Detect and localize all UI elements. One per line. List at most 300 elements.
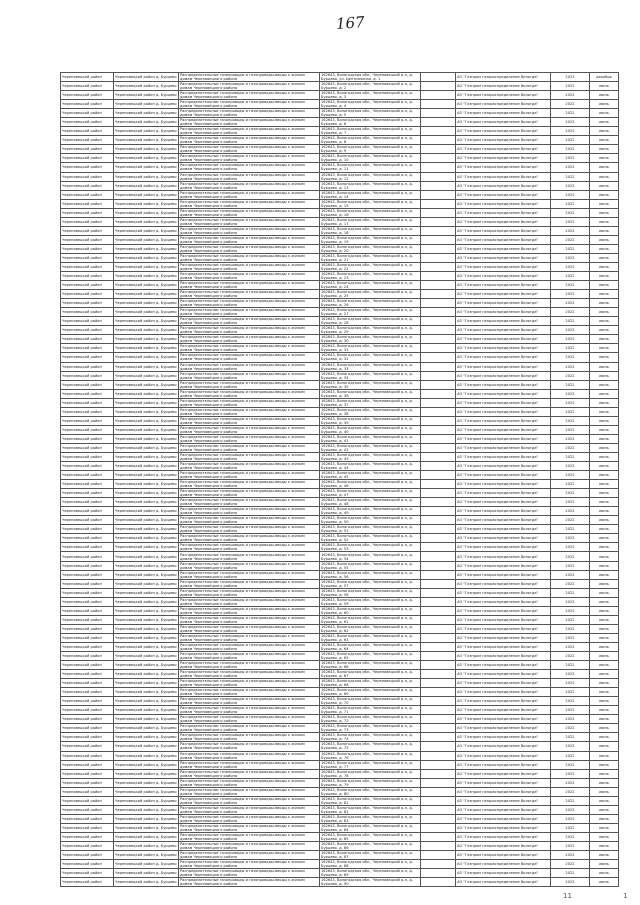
cell-empty [421,778,456,787]
cell-month: июнь [590,434,619,443]
cell-empty [421,253,456,262]
cell-owner: АО "Газпром газораспределение Вологда" [456,841,551,850]
cell-month: июнь [590,597,619,606]
cell-settlement: Череповецкий район д. Бурцево [114,389,179,398]
cell-owner: АО "Газпром газораспределение Вологда" [456,570,551,579]
cell-district: Череповецкий район [61,688,114,697]
cell-month: июнь [590,407,619,416]
cell-owner: АО "Газпром газораспределение Вологда" [456,642,551,651]
cell-object: Распределительные газопроводы и газопроводы-вводы к жилым домам Череповецкого района [179,552,320,561]
cell-settlement: Череповецкий район д. Бурцево [114,543,179,552]
cell-address: 162643, Вологодская обл., Череповецкий р-н, д. Бурцево, д. 76 [320,751,421,760]
table-row [61,642,619,651]
cell-year: 2022 [551,624,590,633]
cell-year: 2022 [551,679,590,688]
cell-address: 162643, Вологодская обл., Череповецкий р-н, д. Бурцево, д. 4 [320,100,421,109]
cell-object: Распределительные газопроводы и газопроводы-вводы к жилым домам Череповецкого района [179,597,320,606]
cell-month: июнь [590,471,619,480]
cell-month: июнь [590,841,619,850]
cell-owner: АО "Газпром газораспределение Вологда" [456,724,551,733]
cell-address: 162643, Вологодская обл., Череповецкий р-н, д. Бурцево, д. 18 [320,226,421,235]
cell-address: 162643, Вологодская обл., Череповецкий р-н, д. Бурцево, д. 20 [320,244,421,253]
cell-address: 162643, Вологодская обл., Череповецкий р-н, д. Бурцево, д. 58 [320,588,421,597]
cell-object: Распределительные газопроводы и газопроводы-вводы к жилым домам Череповецкого района [179,579,320,588]
cell-settlement: Череповецкий район д. Бурцево [114,181,179,190]
cell-owner: АО "Газпром газораспределение Вологда" [456,615,551,624]
cell-year: 2022 [551,163,590,172]
cell-year: 2022 [551,823,590,832]
cell-settlement: Череповецкий район д. Бурцево [114,308,179,317]
cell-month: июнь [590,425,619,434]
cell-address: 162643, Вологодская обл., Череповецкий р-н, д. Бурцево, д. 62 [320,624,421,633]
cell-empty [421,615,456,624]
table-row [61,172,619,181]
cell-empty [421,851,456,860]
cell-address: 162643, Вологодская обл., Череповецкий р-н, д. Бурцево, д. 72 [320,715,421,724]
cell-object: Распределительные газопроводы и газопроводы-вводы к жилым домам Череповецкого района [179,82,320,91]
cell-address: 162643, Вологодская обл., Череповецкий р-н, д. Бурцево, д. 23 [320,272,421,281]
cell-settlement: Череповецкий район д. Бурцево [114,606,179,615]
cell-object: Распределительные газопроводы и газопроводы-вводы к жилым домам Череповецкого района [179,823,320,832]
cell-object: Распределительные газопроводы и газопроводы-вводы к жилым домам Череповецкого района [179,715,320,724]
cell-address: 162643, Вологодская обл., Череповецкий р-н, д. Бурцево, д. 90 [320,878,421,887]
cell-district: Череповецкий район [61,715,114,724]
table-row [61,633,619,642]
cell-settlement: Череповецкий район д. Бурцево [114,425,179,434]
cell-owner: АО "Газпром газораспределение Вологда" [456,226,551,235]
cell-empty [421,498,456,507]
cell-object: Распределительные газопроводы и газопроводы-вводы к жилым домам Череповецкого района [179,326,320,335]
cell-address: 162643, Вологодская обл., Череповецкий р-н, д. Бурцево, д. 79 [320,778,421,787]
table-row [61,670,619,679]
cell-month: июнь [590,733,619,742]
cell-settlement: Череповецкий район д. Бурцево [114,281,179,290]
cell-owner: АО "Газпром газораспределение Вологда" [456,299,551,308]
cell-settlement: Череповецкий район д. Бурцево [114,353,179,362]
cell-owner: АО "Газпром газораспределение Вологда" [456,443,551,452]
cell-owner: АО "Газпром газораспределение Вологда" [456,787,551,796]
cell-year: 2022 [551,796,590,805]
table-row [61,480,619,489]
cell-empty [421,416,456,425]
cell-month: июнь [590,516,619,525]
cell-address: 162643, Вологодская обл., Череповецкий р-н, д. Бурцево, д. 45 [320,471,421,480]
cell-address: 162643, Вологодская обл., Череповецкий р-н, д. Бурцево, д. 59 [320,597,421,606]
cell-object: Распределительные газопроводы и газопроводы-вводы к жилым домам Череповецкого района [179,118,320,127]
cell-settlement: Череповецкий район д. Бурцево [114,579,179,588]
cell-empty [421,91,456,100]
cell-year: 2022 [551,805,590,814]
cell-owner: АО "Газпром газораспределение Вологда" [456,697,551,706]
cell-address: 162643, Вологодская обл., Череповецкий р-н, д. Бурцево, д. 74 [320,733,421,742]
cell-district: Череповецкий район [61,91,114,100]
cell-address: 162643, Вологодская обл., Череповецкий р-н, д. Бурцево, д. 15 [320,199,421,208]
cell-month: июнь [590,118,619,127]
cell-owner: АО "Газпром газораспределение Вологда" [456,308,551,317]
table-row [61,389,619,398]
cell-district: Череповецкий район [61,398,114,407]
cell-settlement: Череповецкий район д. Бурцево [114,661,179,670]
cell-month: июнь [590,588,619,597]
cell-year: 2022 [551,272,590,281]
cell-owner: АО "Газпром газораспределение Вологда" [456,172,551,181]
cell-district: Череповецкий район [61,208,114,217]
table-row [61,534,619,543]
cell-owner: АО "Газпром газораспределение Вологда" [456,434,551,443]
cell-month: июнь [590,299,619,308]
cell-empty [421,642,456,651]
cell-empty [421,217,456,226]
cell-owner: АО "Газпром газораспределение Вологда" [456,742,551,751]
cell-district: Череповецкий район [61,742,114,751]
cell-year: 2022 [551,290,590,299]
cell-empty [421,335,456,344]
cell-year: 2022 [551,832,590,841]
cell-owner: АО "Газпром газораспределение Вологда" [456,253,551,262]
cell-settlement: Череповецкий район д. Бурцево [114,163,179,172]
cell-owner: АО "Газпром газораспределение Вологда" [456,244,551,253]
cell-empty [421,860,456,869]
cell-owner: АО "Газпром газораспределение Вологда" [456,579,551,588]
cell-year: 2022 [551,389,590,398]
cell-owner: АО "Газпром газораспределение Вологда" [456,561,551,570]
cell-year: 2022 [551,434,590,443]
table-row [61,462,619,471]
cell-year: 2022 [551,154,590,163]
cell-object: Распределительные газопроводы и газопроводы-вводы к жилым домам Череповецкого района [179,742,320,751]
cell-owner: АО "Газпром газораспределение Вологда" [456,543,551,552]
cell-district: Череповецкий район [61,344,114,353]
cell-settlement: Череповецкий район д. Бурцево [114,642,179,651]
cell-empty [421,109,456,118]
cell-address: 162643, Вологодская обл., Череповецкий р-н, д. Бурцево, д. 73 [320,724,421,733]
cell-district: Череповецкий район [61,724,114,733]
cell-district: Череповецкий район [61,787,114,796]
cell-empty [421,543,456,552]
cell-year: 2022 [551,452,590,461]
table-row [61,299,619,308]
cell-address: 162643, Вологодская обл., Череповецкий р-н, д. Бурцево, д. 29 [320,326,421,335]
cell-year: 2022 [551,633,590,642]
table-row [61,679,619,688]
table-row [61,353,619,362]
cell-district: Череповецкий район [61,181,114,190]
cell-object: Распределительные газопроводы и газопроводы-вводы к жилым домам Череповецкого района [179,462,320,471]
cell-month: июнь [590,235,619,244]
cell-address: 162643, Вологодская обл., Череповецкий р-н, д. Бурцево, д. 25 [320,290,421,299]
cell-empty [421,73,456,82]
cell-month: июнь [590,814,619,823]
cell-month: июнь [590,615,619,624]
cell-empty [421,199,456,208]
cell-empty [421,796,456,805]
cell-address: 162643, Вологодская обл., Череповецкий р-н, д. Бурцево, д. 37 [320,398,421,407]
cell-owner: АО "Газпром газораспределение Вологда" [456,462,551,471]
cell-empty [421,317,456,326]
cell-address: 162643, Вологодская обл., Череповецкий р-н, д. Бурцево, д. 10 [320,154,421,163]
cell-owner: АО "Газпром газораспределение Вологда" [456,407,551,416]
cell-year: 2022 [551,615,590,624]
table-row [61,525,619,534]
cell-month: июнь [590,82,619,91]
cell-object: Распределительные газопроводы и газопроводы-вводы к жилым домам Череповецкого района [179,697,320,706]
cell-empty [421,326,456,335]
cell-object: Распределительные газопроводы и газопроводы-вводы к жилым домам Череповецкого района [179,606,320,615]
cell-empty [421,272,456,281]
cell-address: 162643, Вологодская обл., Череповецкий р-н, д. Бурцево, д. 65 [320,652,421,661]
cell-district: Череповецкий район [61,73,114,82]
cell-month: июнь [590,217,619,226]
cell-address: 162643, Вологодская обл., Череповецкий р-н, д. Бурцево, д. 63 [320,633,421,642]
cell-object: Распределительные газопроводы и газопроводы-вводы к жилым домам Череповецкого района [179,543,320,552]
cell-empty [421,869,456,878]
cell-empty [421,715,456,724]
cell-district: Череповецкий район [61,299,114,308]
cell-year: 2022 [551,235,590,244]
cell-year: 2022 [551,570,590,579]
cell-district: Череповецкий район [61,217,114,226]
cell-owner: АО "Газпром газораспределение Вологда" [456,805,551,814]
cell-month: июнь [590,787,619,796]
cell-empty [421,760,456,769]
cell-settlement: Череповецкий район д. Бурцево [114,172,179,181]
cell-address: 162643, Вологодская обл., Череповецкий р-н, д. Бурцево, д. 80 [320,787,421,796]
cell-district: Череповецкий район [61,253,114,262]
cell-district: Череповецкий район [61,498,114,507]
cell-address: 162643, Вологодская обл., Череповецкий р-н, д. Бурцево, д. 30 [320,335,421,344]
cell-district: Череповецкий район [61,416,114,425]
cell-address: 162643, Вологодская обл., Череповецкий р-н, д. Бурцево, д. 83 [320,814,421,823]
cell-object: Распределительные газопроводы и газопроводы-вводы к жилым домам Череповецкого района [179,290,320,299]
cell-address: 162643, Вологодская обл., Череповецкий р-н, д. Бурцево, д. 61 [320,615,421,624]
table-row [61,860,619,869]
cell-address: 162643, Вологодская обл., Череповецкий р-н, д. Бурцево, д. 33 [320,362,421,371]
cell-year: 2022 [551,226,590,235]
cell-address: 162643, Вологодская обл., Череповецкий р-н, д. Бурцево, д. 46 [320,480,421,489]
cell-empty [421,606,456,615]
cell-settlement: Череповецкий район д. Бурцево [114,570,179,579]
table-row [61,262,619,271]
cell-empty [421,407,456,416]
table-row [61,516,619,525]
cell-owner: АО "Газпром газораспределение Вологда" [456,109,551,118]
cell-address: 162643, Вологодская обл., Череповецкий р-н, д. Бурцево, д. 26 [320,299,421,308]
cell-district: Череповецкий район [61,362,114,371]
cell-owner: АО "Газпром газораспределение Вологда" [456,154,551,163]
cell-month: июнь [590,543,619,552]
cell-settlement: Череповецкий район д. Бурцево [114,462,179,471]
cell-district: Череповецкий район [61,814,114,823]
cell-month: июнь [590,100,619,109]
cell-owner: АО "Газпром газораспределение Вологда" [456,751,551,760]
cell-district: Череповецкий район [61,127,114,136]
cell-month: июнь [590,308,619,317]
cell-object: Распределительные газопроводы и газопроводы-вводы к жилым домам Череповецкого района [179,878,320,887]
cell-settlement: Череповецкий район д. Бурцево [114,371,179,380]
cell-address: 162643, Вологодская обл., Череповецкий р-н, д. Бурцево, д. 88 [320,860,421,869]
cell-owner: АО "Газпром газораспределение Вологда" [456,733,551,742]
cell-year: 2022 [551,860,590,869]
cell-district: Череповецкий район [61,154,114,163]
cell-owner: АО "Газпром газораспределение Вологда" [456,498,551,507]
cell-object: Распределительные газопроводы и газопроводы-вводы к жилым домам Череповецкого района [179,471,320,480]
cell-district: Череповецкий район [61,109,114,118]
cell-object: Распределительные газопроводы и газопроводы-вводы к жилым домам Череповецкого района [179,389,320,398]
cell-object: Распределительные газопроводы и газопроводы-вводы к жилым домам Череповецкого района [179,805,320,814]
cell-object: Распределительные газопроводы и газопроводы-вводы к жилым домам Череповецкого района [179,434,320,443]
cell-settlement: Череповецкий район д. Бурцево [114,118,179,127]
cell-settlement: Череповецкий район д. Бурцево [114,814,179,823]
cell-settlement: Череповецкий район д. Бурцево [114,480,179,489]
cell-object: Распределительные газопроводы и газопроводы-вводы к жилым домам Череповецкого района [179,706,320,715]
cell-settlement: Череповецкий район д. Бурцево [114,100,179,109]
cell-empty [421,154,456,163]
cell-empty [421,525,456,534]
cell-address: 162643, Вологодская обл., Череповецкий р-н, д. Бурцево, д. 12 [320,172,421,181]
cell-settlement: Череповецкий район д. Бурцево [114,615,179,624]
cell-year: 2022 [551,724,590,733]
table-row [61,362,619,371]
table-row [61,543,619,552]
cell-district: Череповецкий район [61,353,114,362]
cell-owner: АО "Газпром газораспределение Вологда" [456,606,551,615]
cell-owner: АО "Газпром газораспределение Вологда" [456,507,551,516]
cell-district: Череповецкий район [61,462,114,471]
table-row [61,118,619,127]
cell-settlement: Череповецкий район д. Бурцево [114,823,179,832]
cell-settlement: Череповецкий район д. Бурцево [114,208,179,217]
cell-district: Череповецкий район [61,480,114,489]
cell-address: 162643, Вологодская обл., Череповецкий р-н, д. Бурцево, д. 75 [320,742,421,751]
cell-month: июнь [590,244,619,253]
cell-year: 2022 [551,706,590,715]
cell-month: июнь [590,715,619,724]
cell-object: Распределительные газопроводы и газопроводы-вводы к жилым домам Череповецкого района [179,217,320,226]
cell-month: июнь [590,869,619,878]
cell-object: Распределительные газопроводы и газопроводы-вводы к жилым домам Череповецкого района [179,299,320,308]
cell-month: июнь [590,199,619,208]
cell-empty [421,235,456,244]
cell-object: Распределительные газопроводы и газопроводы-вводы к жилым домам Череповецкого района [179,145,320,154]
cell-owner: АО "Газпром газораспределение Вологда" [456,760,551,769]
cell-month: июнь [590,272,619,281]
cell-empty [421,82,456,91]
cell-month: июнь [590,317,619,326]
cell-empty [421,308,456,317]
cell-address: 162643, Вологодская обл., Череповецкий р-н, д. Бурцево, д. 21 [320,253,421,262]
cell-owner: АО "Газпром газораспределение Вологда" [456,679,551,688]
cell-year: 2022 [551,697,590,706]
cell-settlement: Череповецкий район д. Бурцево [114,452,179,461]
cell-owner: АО "Газпром газораспределение Вологда" [456,118,551,127]
cell-owner: АО "Газпром газораспределение Вологда" [456,127,551,136]
cell-owner: АО "Газпром газораспределение Вологда" [456,362,551,371]
cell-year: 2022 [551,100,590,109]
cell-owner: АО "Газпром газораспределение Вологда" [456,326,551,335]
table-row [61,552,619,561]
cell-settlement: Череповецкий район д. Бурцево [114,670,179,679]
cell-settlement: Череповецкий район д. Бурцево [114,760,179,769]
cell-district: Череповецкий район [61,778,114,787]
cell-district: Череповецкий район [61,335,114,344]
cell-year: 2022 [551,606,590,615]
cell-settlement: Череповецкий район д. Бурцево [114,272,179,281]
cell-address: 162643, Вологодская обл., Череповецкий р-н, д. Бурцево, д. 11 [320,163,421,172]
cell-settlement: Череповецкий район д. Бурцево [114,398,179,407]
cell-owner: АО "Газпром газораспределение Вологда" [456,823,551,832]
cell-object: Распределительные газопроводы и газопроводы-вводы к жилым домам Череповецкого района [179,407,320,416]
cell-month: июнь [590,443,619,452]
footer-left-mark: 11 [563,892,572,900]
cell-owner: АО "Газпром газораспределение Вологда" [456,597,551,606]
cell-owner: АО "Газпром газораспределение Вологда" [456,778,551,787]
cell-year: 2022 [551,516,590,525]
cell-owner: АО "Газпром газораспределение Вологда" [456,91,551,100]
cell-empty [421,181,456,190]
cell-address: 162643, Вологодская обл., Череповецкий р-н, д. Бурцево, д. 81 [320,796,421,805]
cell-month: июнь [590,353,619,362]
cell-year: 2022 [551,443,590,452]
cell-address: 162643, Вологодская обл., Череповецкий р-н, д. Бурцево, д. 56 [320,570,421,579]
table-row [61,751,619,760]
cell-empty [421,163,456,172]
cell-address: 162643, Вологодская обл., Череповецкий р-н, д. Бурцево, д. 50 [320,516,421,525]
cell-settlement: Череповецкий район д. Бурцево [114,597,179,606]
cell-settlement: Череповецкий район д. Бурцево [114,624,179,633]
cell-owner: АО "Газпром газораспределение Вологда" [456,832,551,841]
cell-object: Распределительные газопроводы и газопроводы-вводы к жилым домам Череповецкого района [179,688,320,697]
table-row [61,253,619,262]
cell-district: Череповецкий район [61,317,114,326]
cell-year: 2022 [551,416,590,425]
cell-object: Распределительные газопроводы и газопроводы-вводы к жилым домам Череповецкого района [179,127,320,136]
cell-owner: АО "Газпром газораспределение Вологда" [456,633,551,642]
cell-owner: АО "Газпром газораспределение Вологда" [456,814,551,823]
table-row [61,760,619,769]
table-row [61,724,619,733]
cell-empty [421,118,456,127]
cell-district: Череповецкий район [61,443,114,452]
cell-year: 2022 [551,190,590,199]
cell-object: Распределительные газопроводы и газопроводы-вводы к жилым домам Череповецкого района [179,661,320,670]
cell-object: Распределительные газопроводы и газопроводы-вводы к жилым домам Череповецкого района [179,172,320,181]
cell-settlement: Череповецкий район д. Бурцево [114,697,179,706]
cell-year: 2022 [551,181,590,190]
cell-year: 2022 [551,462,590,471]
cell-district: Череповецкий район [61,326,114,335]
cell-object: Распределительные газопроводы и газопроводы-вводы к жилым домам Череповецкого района [179,679,320,688]
cell-year: 2022 [551,326,590,335]
cell-empty [421,281,456,290]
cell-address: 162643, Вологодская обл., Череповецкий р-н, д. Бурцево, д. 40 [320,425,421,434]
cell-object: Распределительные газопроводы и газопроводы-вводы к жилым домам Череповецкого района [179,253,320,262]
cell-district: Череповецкий район [61,661,114,670]
cell-month: июнь [590,127,619,136]
cell-year: 2022 [551,552,590,561]
cell-year: 2022 [551,136,590,145]
cell-owner: АО "Газпром газораспределение Вологда" [456,706,551,715]
cell-year: 2022 [551,244,590,253]
cell-empty [421,344,456,353]
cell-month: июнь [590,154,619,163]
cell-district: Череповецкий район [61,697,114,706]
cell-month: июнь [590,805,619,814]
cell-settlement: Череповецкий район д. Бурцево [114,733,179,742]
cell-year: 2022 [551,525,590,534]
cell-district: Череповецкий район [61,760,114,769]
table-row [61,181,619,190]
table-row [61,82,619,91]
